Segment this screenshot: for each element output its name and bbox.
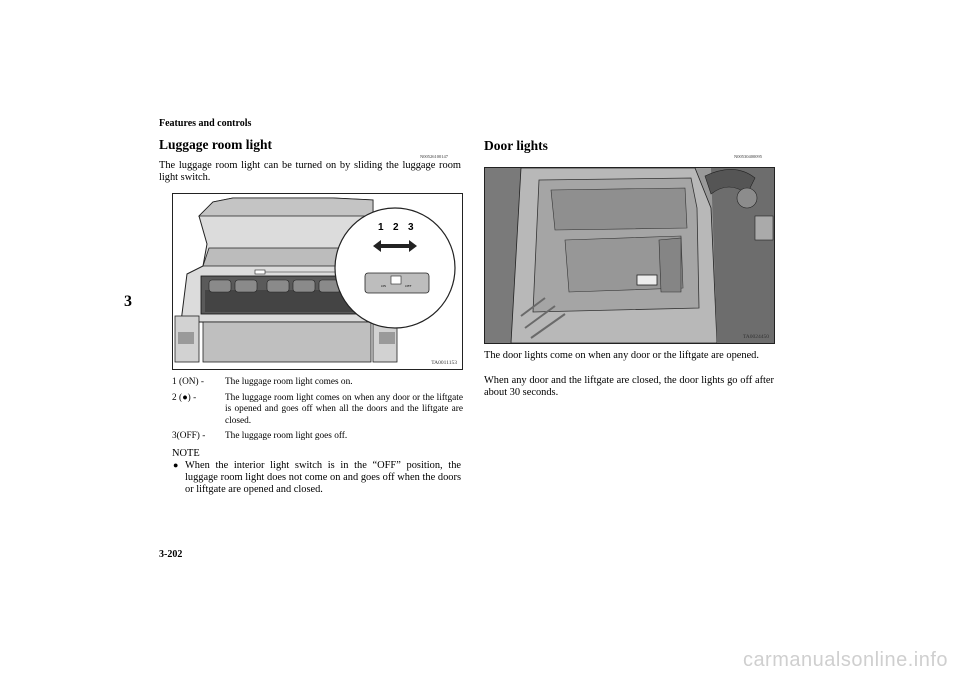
legend-key-1: 1 (ON) - <box>172 377 205 387</box>
luggage-light-intro: The luggage room light can be turned on by sliding the luggage room light switch. <box>159 160 461 183</box>
door-lights-title: Door lights <box>484 138 548 153</box>
switch-on-label: ON <box>381 284 387 288</box>
switch-off-label: OFF <box>405 284 412 288</box>
liftgate-illustration <box>173 194 462 369</box>
legend-key-2: 2 (●) - <box>172 393 197 403</box>
note-text: When the interior light switch is in the “OFF” position, the luggage room light does not come on and goes off when the doors or liftgate are opened and closed. <box>185 460 461 495</box>
legend-desc-3: The luggage room light goes off. <box>225 431 348 441</box>
legend-row-2 <box>172 393 464 429</box>
legend-desc-2: The luggage room light comes on when any door or the liftgate is opened and goes off when all the doors and the liftgate are closed. <box>225 393 463 426</box>
luggage-light-code: N00526100147 <box>420 154 448 159</box>
note-bullet-icon: ● <box>173 460 179 470</box>
chapter-tab-number: 3 <box>124 293 132 310</box>
luggage-light-figure <box>172 193 463 370</box>
door-lights-para1: The door lights come on when any door or the liftgate are opened. <box>484 350 759 361</box>
page-number: 3-202 <box>159 549 183 560</box>
door-figure-code: TA0024450 <box>742 334 769 340</box>
legend-row-1 <box>172 377 464 389</box>
door-lights-para2: When any door and the liftgate are closed, the door lights go off after about 30 seconds. <box>484 375 774 398</box>
note-label: NOTE <box>172 448 200 459</box>
luggage-figure-code: TA0011153 <box>431 360 457 366</box>
door-panel-illustration <box>485 168 774 343</box>
switch-position-2: 2 <box>393 222 399 233</box>
legend-row-3 <box>172 431 464 443</box>
switch-position-3: 3 <box>408 222 414 233</box>
luggage-light-title: Luggage room light <box>159 137 273 152</box>
legend-desc-1: The luggage room light comes on. <box>225 377 353 387</box>
legend-key-3: 3(OFF) - <box>172 431 206 441</box>
door-lights-figure <box>484 167 775 344</box>
door-lights-code: N00530400095 <box>734 154 762 159</box>
section-header: Features and controls <box>159 118 252 129</box>
watermark: carmanualsonline.info <box>742 649 948 671</box>
switch-position-1: 1 <box>378 222 384 233</box>
